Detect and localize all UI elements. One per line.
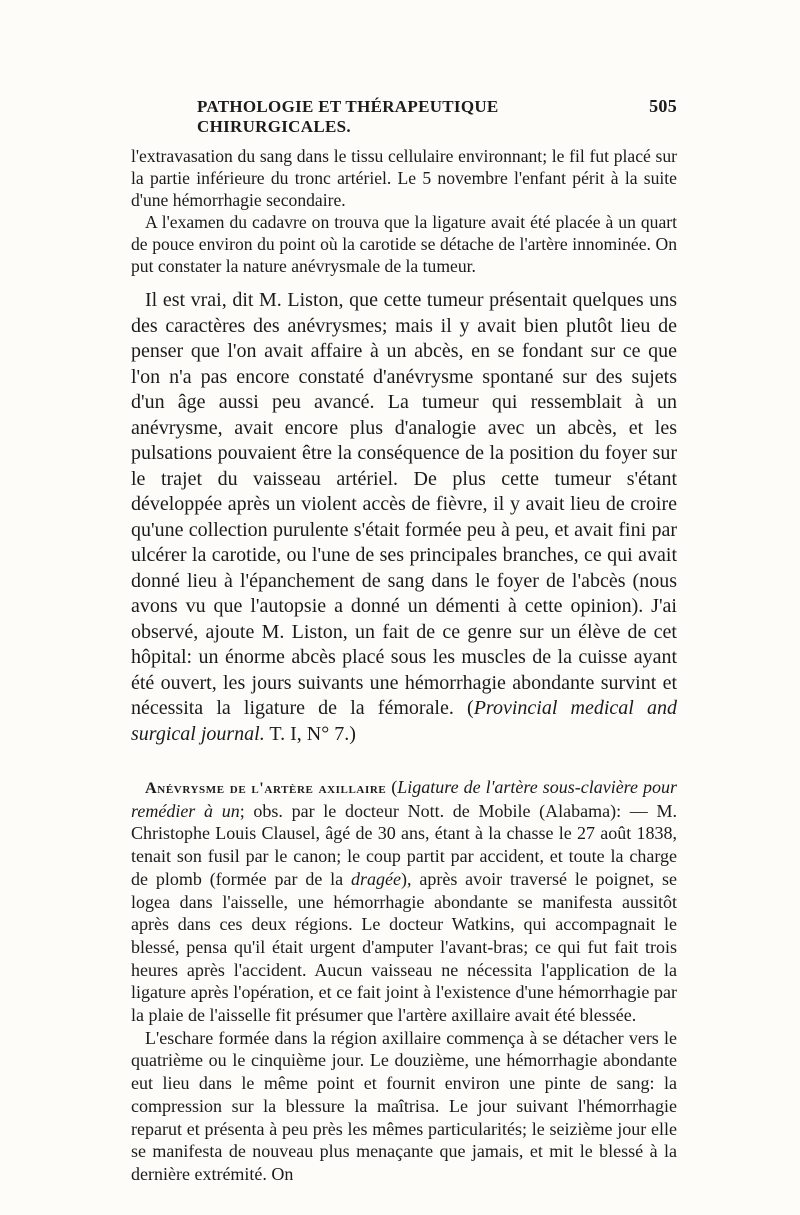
page-number: 505 (649, 96, 677, 116)
liston-text: Il est vrai, dit M. Liston, que cette tumeur présentait quelques uns des caractères des anévrysmes; mais il y avait bien plutôt lieu de penser que l'on avait affaire à un abcès, en se fondant sur ce que l'on n'a pas encore constaté d'anévrysme spontané sur des sujets d'un âge aussi peu avancé. La tumeur qui ressemblait à un anévrysme, avait encore plus d'analogie avec un abcès, et les pulsations pouvaient être la conséquence de la position du foyer sur le trajet du vaisseau artériel. De plus cette tumeur s'étant développée après un violent accès de fièvre, il y avait lieu de croire qu'une collection purulente s'était formée peu à peu, et avait fini par ulcérer la carotide, ou l'une de ses principales branches, ce qui avait donné lieu à l'épanchement de sang dans le foyer de l'abcès (nous avons vu que l'autopsie a donné un démenti à cette opinion). J'ai observé, ajoute M. Liston, un fait de ce genre sur un élève de cet hôpital: un énorme abcès placé sous les muscles de la cuisse ayant été ouvert, les jours suivants une hémorrhagie abondante survint et nécessita la ligature de la fémorale. (131, 289, 677, 719)
journal-citation: Provincial medical and surgical journal. (131, 697, 677, 745)
page-body (131, 96, 677, 1186)
dragee-word: dragée (351, 868, 402, 889)
paragraph-axillary: Anévrysme de l'artère axillaire (Ligature de l'artère sous-clavière pour remédier à un; obs. par le docteur Nott. de Mobile (Alabama): — M. Christophe Louis Clausel, âgé de 30 ans, étant à la chasse le 27 août 1838, tenait son fusil par le canon; le coup partit par accident, et toute la charge de plomb (formée par de la dragée), après avoir traversé le poignet, se logea dans l'aisselle, une hémorrhagie abondante se manifesta aussitôt après dans ces deux régions. Le docteur Watkins, qui accompagnait le blessé, pensa qu'il était urgent d'amputer l'avant-bras; ce qui fut fait trois heures après l'accident. Aucun vaisseau ne nécessita l'application de la ligature après l'opération, et ce fait joint à l'existence d'une hémorrhagie par la plaie de l'aisselle fit présumer que l'artère axillaire avait été blessée. (131, 777, 678, 1026)
paragraph-autopsy: A l'examen du cadavre on trouva que la ligature avait été placée à un quart de pouce environ du point où la carotide se détache de l'artère innominée. On put constater la nature anévrysmale de la tumeur. (131, 212, 677, 276)
section-heading: Anévrysme de l'artère axillaire (145, 779, 387, 797)
observation-text-end: ), après avoir traversé le poignet, se logea dans l'aisselle, une hémorrhagie abondante se manifesta aussitôt après dans ces deux régions. Le docteur Watkins, qui accompagnait le blessé, pensa qu'il était urgent d'amputer l'avant-bras; ce qui fut fait trois heures après l'accident. Aucun vaisseau ne nécessita l'application de la ligature après l'opération, et ce fait joint à l'existence d'une hémorrhagie par la plaie de l'aisselle fit présumer que l'artère axillaire avait été blessée. (131, 868, 678, 1026)
journal-reference: T. I, N° 7.) (269, 722, 356, 745)
running-head (131, 96, 677, 137)
page-title: PATHOLOGIE ET THÉRAPEUTIQUE CHIRURGICALES. (197, 97, 499, 136)
paragraph-liston: Il est vrai, dit M. Liston, que cette tumeur présentait quelques uns des caractères des anévrysmes; mais il y avait bien plutôt lieu de penser que l'on avait affaire à un abcès, en se fondant sur ce que l'on n'a pas encore constaté d'anévrysme spontané sur des sujets d'un âge aussi peu avancé. La tumeur qui ressemblait à un anévrysme, avait encore plus d'analogie avec un abcès, et les pulsations pouvaient être la conséquence de la position du foyer sur le trajet du vaisseau artériel. De plus cette tumeur s'étant développée après un violent accès de fièvre, il y avait lieu de croire qu'une collection purulente s'était formée peu à peu, et avait fini par ulcérer la carotide, ou l'une de ses principales branches, ce qui avait donné lieu à l'épanchement de sang dans le foyer de l'abcès (nous avons vu que l'autopsie a donné un démenti à cette opinion). J'ai observé, ajoute M. Liston, un fait de ce genre sur un élève de cet hôpital: un énorme abcès placé sous les muscles de la cuisse ayant été ouvert, les jours suivants une hémorrhagie abondante survint et nécessita la ligature de la fémorale. (Provincial medical and surgical journal. T. I, N° 7.) (131, 289, 677, 745)
paragraph-continuation: l'extravasation du sang dans le tissu cellulaire environnant; le fil fut placé sur la partie inférieure du tronc artériel. Le 5 novembre l'enfant périt à la suite d'une hémorrhagie secondaire. (131, 146, 677, 210)
observation-text: ; obs. par le docteur Nott. de Mobile (Alabama): — M. Christophe Louis Clausel, âgé de 30 ans, étant à la chasse le 27 août 1838, tenait son fusil par le canon; le coup partit par accident, et toute la charge de plomb (formée par de la (131, 800, 678, 889)
paragraph-eschare: L'eschare formée dans la région axillaire commença à se détacher vers le quatrième ou le cinquième jour. Le douzième, une hémorrhagie abondante eut lieu dans le même point et fournit environ une pinte de sang: la compression sur la blessure la maîtrisa. Le jour suivant l'hémorrhagie reparut et présenta à peu près les mêmes particularités; le seizième jour elle se manifesta de nouveau plus menaçante que jamais, et mit le blessé à la dernière extrémité. On (131, 1027, 677, 1184)
section-subtitle: Ligature de l'artère sous-clavière pour remédier à un (131, 777, 677, 821)
